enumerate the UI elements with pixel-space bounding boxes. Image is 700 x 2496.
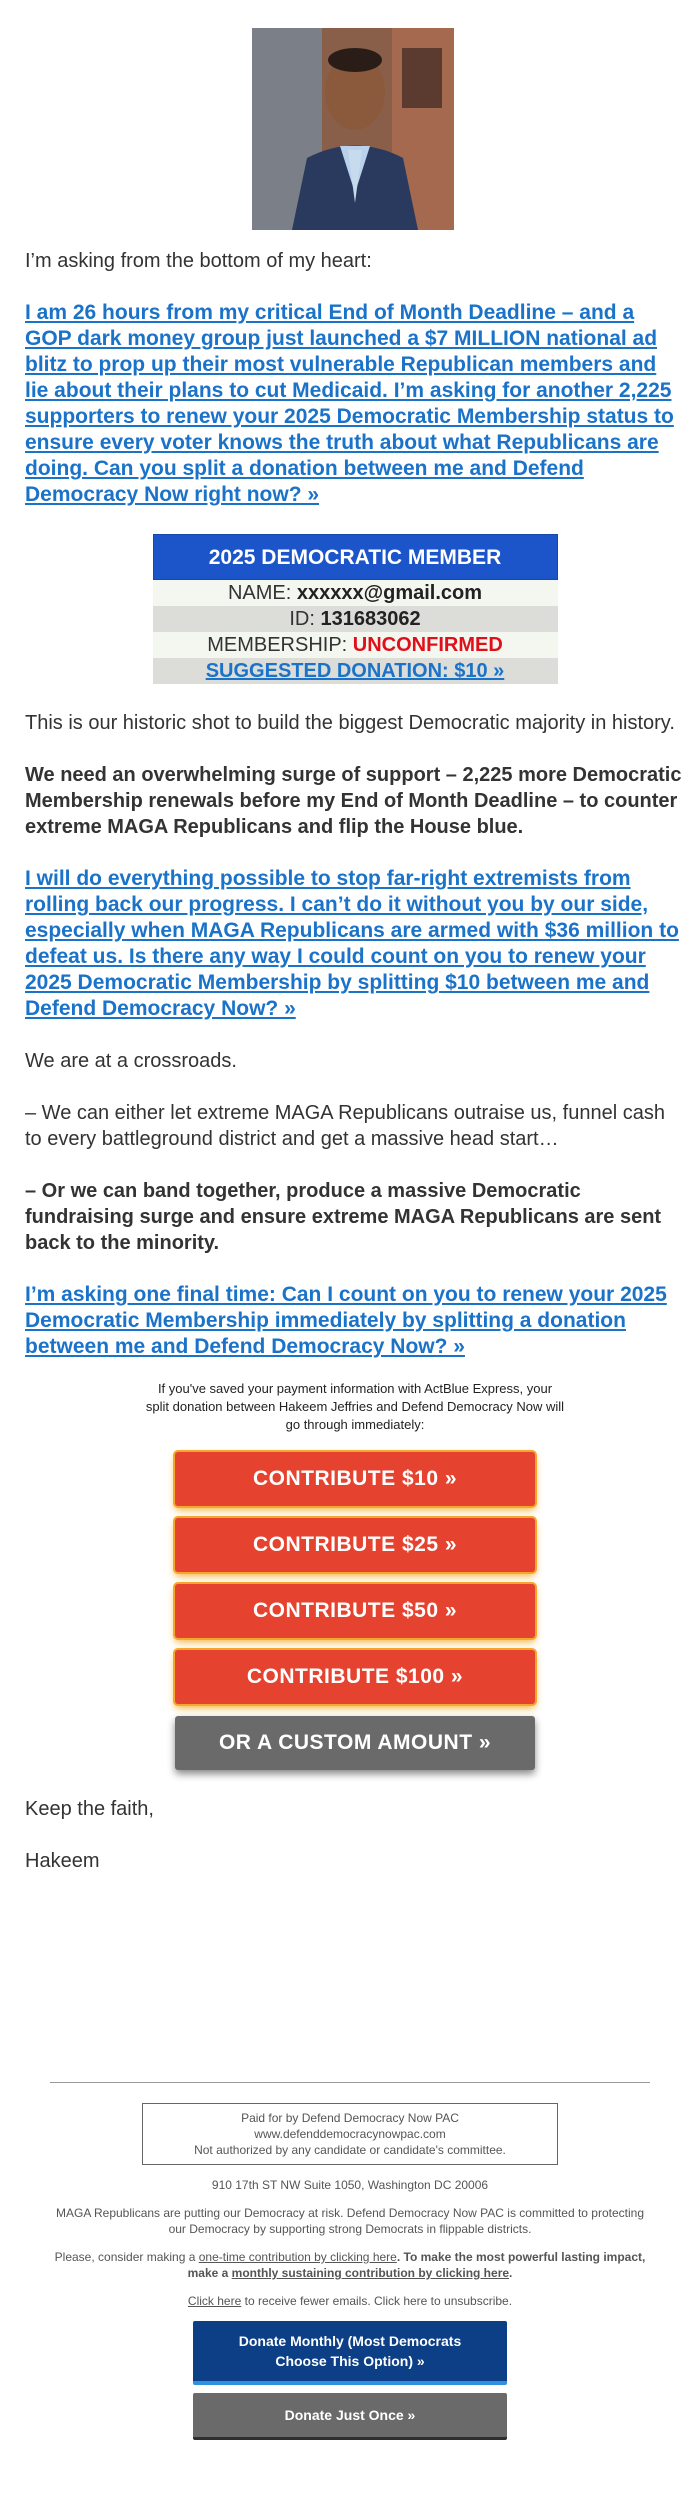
membership-status: UNCONFIRMED (352, 634, 503, 656)
one-time-contribution-link[interactable]: one-time contribution by clicking here (198, 2250, 397, 2264)
paid-by-text: Paid for by Defend Democracy Now PAC (241, 2111, 459, 2125)
pac-mission: MAGA Republicans are putting our Democracy at risk. Defend Democracy Now PAC is committed to protecting our Democracy by supporting strong Democrats in flippable districts. (55, 2206, 644, 2236)
suggested-donation-row (153, 658, 558, 684)
name-value: xxxxxx@gmail.com (296, 582, 483, 604)
candidate-photo (252, 28, 454, 230)
contribute-100-button[interactable]: CONTRIBUTE $100 » (175, 1650, 535, 1704)
contribute-10-button[interactable]: CONTRIBUTE $10 » (175, 1452, 535, 1506)
email-preferences (50, 2293, 650, 2309)
consider-mid-text: . To make the most powerful lasting impact, make a (187, 2250, 646, 2280)
suggested-donation-link[interactable]: SUGGESTED DONATION: $10 » (205, 660, 505, 682)
id-label: ID: (289, 608, 315, 630)
membership-status-row (153, 632, 558, 658)
membership-name-row (153, 580, 558, 606)
membership-id-row (153, 606, 558, 632)
fewer-emails-text: to receive fewer emails. Click here to unsubscribe. (241, 2294, 513, 2308)
contribute-50-button[interactable]: CONTRIBUTE $50 » (175, 1584, 535, 1638)
footer (50, 2082, 650, 2448)
footer-divider (50, 2082, 650, 2083)
signoff: Keep the faith, (25, 1798, 154, 1820)
contribution-options (50, 2249, 650, 2281)
donation-appeal-link-1[interactable]: I am 26 hours from my critical End of Month Deadline – and a GOP dark money group just launched a $7 MILLION national ad blitz to prop up their most vulnerable Republican members and lie about their plans to cut Medicaid. I’m asking for another 2,225 supporters to renew your 2025 Democratic Membership status to ensure every voter knows the truth about what Republicans are doing. Can you split a donation between me and Defend Democracy Now right now? » (25, 301, 674, 506)
donation-appeal-link-2[interactable]: I will do everything possible to stop far-right extremists from rolling back our progress. I can’t do it without you by our side, especially when MAGA Republicans are armed with $36 million to defeat us. Is there any way I could count on you to renew your 2025 Democratic Membership by splitting $10 between me and Defend Democracy Now? » (25, 867, 679, 1020)
fewer-emails-link[interactable]: Click here (187, 2294, 242, 2308)
id-value: 131683062 (320, 608, 421, 630)
donate-once-button[interactable]: Donate Just Once » (193, 2393, 507, 2440)
paid-for-box (142, 2103, 558, 2165)
not-authorized-text: Not authorized by any candidate or candidate's committee. (194, 2143, 506, 2157)
donation-appeal-link-3[interactable]: I’m asking one final time: Can I count on you to renew your 2025 Democratic Membership immediately by splitting a donation between me and Defend Democracy Now? » (25, 1283, 667, 1358)
consider-text: Please, consider making a (54, 2250, 199, 2264)
name-label: NAME: (227, 582, 292, 604)
custom-amount-button[interactable]: OR A CUSTOM AMOUNT » (175, 1716, 535, 1770)
pac-address: 910 17th ST NW Suite 1050, Washington DC 20006 (211, 2178, 489, 2192)
pac-website: www.defenddemocracynowpac.com (254, 2127, 446, 2141)
historic-shot-text: This is our historic shot to build the biggest Democratic majority in history. (25, 712, 675, 734)
intro-text: I’m asking from the bottom of my heart: (25, 250, 372, 272)
membership-card-title: 2025 DEMOCRATIC MEMBER (153, 534, 558, 580)
email-body (25, 248, 685, 1874)
membership-label: MEMBERSHIP: (207, 634, 348, 656)
crossroads-text: We are at a crossroads. (25, 1050, 237, 1072)
period: . (509, 2266, 513, 2280)
either-text: – We can either let extreme MAGA Republicans outraise us, funnel cash to every battleground district and get a massive head start… (25, 1102, 665, 1150)
surge-text: We need an overwhelming surge of support – 2,225 more Democratic Membership renewals before my End of Month Deadline – to counter extreme MAGA Republicans and flip the House blue. (25, 764, 682, 838)
contribute-25-button[interactable]: CONTRIBUTE $25 » (175, 1518, 535, 1572)
monthly-contribution-link[interactable]: monthly sustaining contribution by clicking here (231, 2266, 510, 2280)
actblue-express-note: If you've saved your payment information with ActBlue Express, your split donation between Hakeem Jeffries and Defend Democracy Now will go through immediately: (145, 1381, 565, 1432)
donate-monthly-button[interactable]: Donate Monthly (Most Democrats Choose This Option) » (193, 2321, 507, 2385)
signature: Hakeem (25, 1850, 100, 1872)
or-text: – Or we can band together, produce a massive Democratic fundraising surge and ensure extreme MAGA Republicans are sent back to the minority. (25, 1180, 662, 1254)
membership-card (153, 534, 558, 684)
